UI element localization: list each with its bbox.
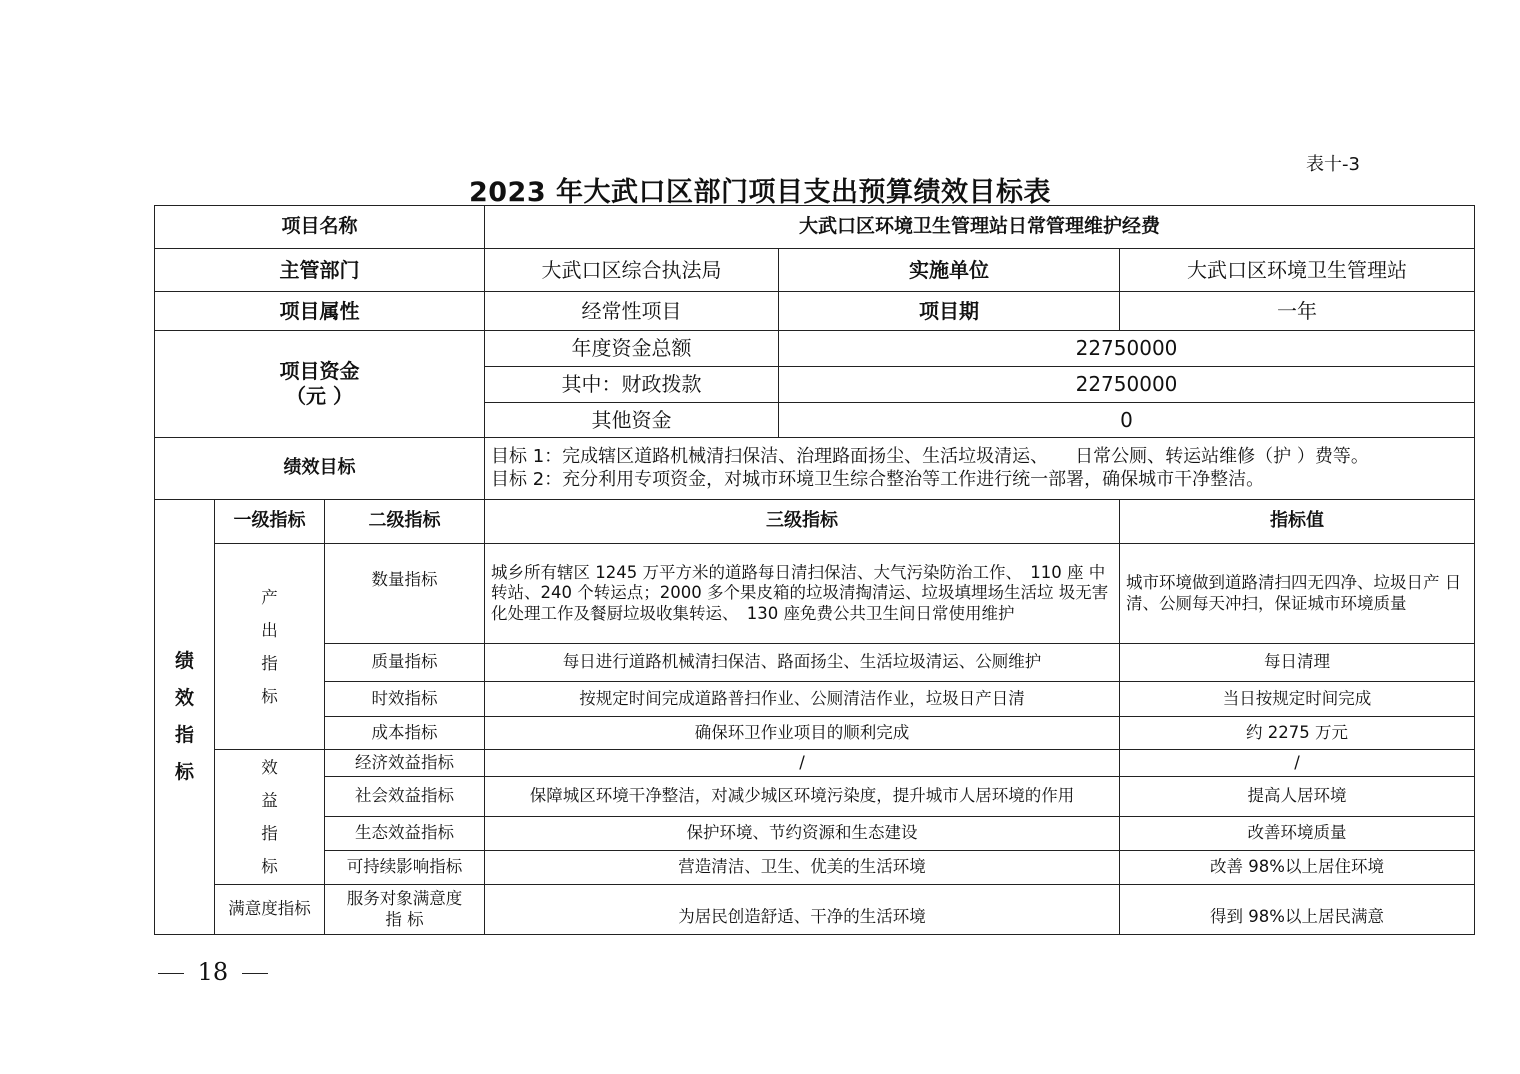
level3-quantity: 城乡所有辖区 1245 万平方米的道路每日清扫保洁、大气污染防治工作、 110 座 中转站、240 个转运点；2000 多个果皮箱的垃圾清掏清运、垃圾填埋场生活垃 圾无害化处理工作及餐厨垃圾收集转运、 130 座免费公共卫生间日常使用维护 [485,544,1120,644]
col-level3-header: 三级指标 [485,500,1120,544]
output-indicator-label: 产 出 指 标 [215,544,325,750]
dept-label: 主管部门 [155,249,485,292]
col-value-header: 指标值 [1120,500,1475,544]
value-quality: 每日清理 [1120,644,1475,682]
impl-unit-value: 大武口区环境卫生管理站 [1120,249,1475,292]
level2-cost: 成本指标 [325,717,485,750]
level2-quantity: 数量指标 [325,544,485,644]
level3-social: 保障城区环境干净整洁，对减少城区环境污染度，提升城市人居环境的作用 [485,777,1120,817]
level3-cost: 确保环卫作业项目的顺利完成 [485,717,1120,750]
col-level1-header: 一级指标 [215,500,325,544]
level2-ecological: 生态效益指标 [325,817,485,851]
level2-economic: 经济效益指标 [325,750,485,777]
fund-total-label: 年度资金总额 [485,331,779,367]
fund-total-value: 22750000 [779,331,1475,367]
value-sustainable: 改善 98%以上居住环境 [1120,851,1475,885]
goal-1: 目标 1：完成辖区道路机械清扫保洁、治理路面扬尘、生活垃圾清运、 日常公厕、转运站维修（护 ）费等。 [491,446,1369,467]
level2-social: 社会效益指标 [325,777,485,817]
level3-satisfaction: 为居民创造舒适、干净的生活环境 [485,885,1120,935]
value-satisfaction: 得到 98%以上居民满意 [1120,885,1475,935]
level2-timeliness: 时效指标 [325,682,485,717]
page-footer [152,958,274,986]
value-ecological: 改善环境质量 [1120,817,1475,851]
fund-other-value: 0 [779,403,1475,438]
page-title: 2023 年大武口区部门项目支出预算绩效目标表 [468,177,1052,208]
attr-label: 项目属性 [155,292,485,331]
level3-economic: / [485,750,1120,777]
satisfaction-indicator-label: 满意度指标 [215,885,325,935]
level2-quality: 质量指标 [325,644,485,682]
level3-ecological: 保护环境、节约资源和生态建设 [485,817,1120,851]
project-name-value: 大武口区环境卫生管理站日常管理维护经费 [485,206,1475,249]
level3-sustainable: 营造清洁、卫生、优美的生活环境 [485,851,1120,885]
value-quantity: 城市环境做到道路清扫四无四净、垃圾日产 日清、公厕每天冲扫，保证城市环境质量 [1120,544,1475,644]
performance-target-table [154,205,1475,935]
value-timeliness: 当日按规定时间完成 [1120,682,1475,717]
level3-quality: 每日进行道路机械清扫保洁、路面扬尘、生活垃圾清运、公厕维护 [485,644,1120,682]
goal-text [485,438,1475,500]
fund-label: 项目资金 （元 ） [155,331,485,438]
period-label: 项目期 [779,292,1120,331]
footer-dash-right [242,973,268,974]
indicator-main-label: 绩 效 指 标 [155,500,215,935]
value-social: 提高人居环境 [1120,777,1475,817]
level2-sustainable: 可持续影响指标 [325,851,485,885]
page-number: 18 [197,958,229,986]
goal-label: 绩效目标 [155,438,485,500]
fund-fiscal-value: 22750000 [779,367,1475,403]
table-number: 表十-3 [1306,154,1360,175]
col-level2-header: 二级指标 [325,500,485,544]
fund-fiscal-label: 其中：财政拨款 [485,367,779,403]
value-cost: 约 2275 万元 [1120,717,1475,750]
attr-value: 经常性项目 [485,292,779,331]
level2-satisfaction: 服务对象满意度 指 标 [325,885,485,935]
project-name-label: 项目名称 [155,206,485,249]
period-value: 一年 [1120,292,1475,331]
impl-unit-label: 实施单位 [779,249,1120,292]
dept-value: 大武口区综合执法局 [485,249,779,292]
footer-dash-left [158,973,184,974]
fund-other-label: 其他资金 [485,403,779,438]
benefit-indicator-label: 效 益 指 标 [215,750,325,885]
goal-2: 目标 2：充分利用专项资金，对城市环境卫生综合整治等工作进行统一部署，确保城市干净整洁。 [491,468,1265,490]
value-economic: / [1120,750,1475,777]
level3-timeliness: 按规定时间完成道路普扫作业、公厕清洁作业，垃圾日产日清 [485,682,1120,717]
